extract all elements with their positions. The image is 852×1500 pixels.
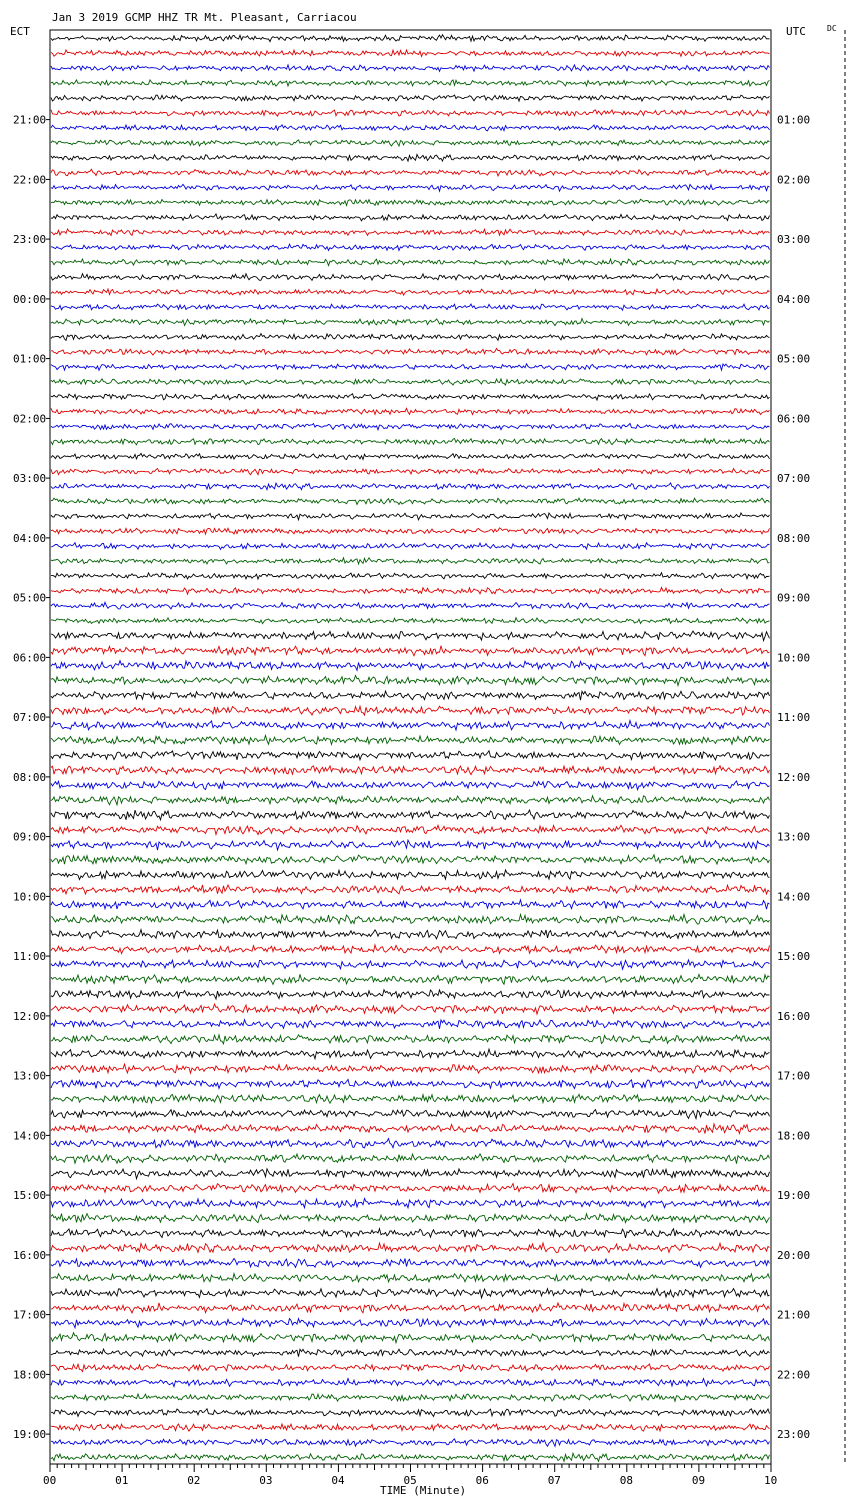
left-hour-label: 09:00 [13, 830, 47, 844]
seismic-trace [51, 1020, 770, 1029]
seismic-trace [51, 1409, 770, 1417]
left-hour-label: 23:00 [13, 233, 47, 247]
right-hour-label: 16:00 [777, 1009, 811, 1023]
seismic-trace [51, 646, 770, 656]
seismic-trace [51, 334, 770, 341]
seismic-trace [51, 1379, 770, 1387]
seismic-trace [51, 304, 770, 310]
right-hour-label: 15:00 [777, 950, 811, 964]
right-hour-label: 07:00 [777, 472, 811, 486]
x-tick-label: 03 [259, 1474, 273, 1487]
seismic-trace [51, 348, 770, 355]
seismic-trace [51, 1110, 770, 1119]
seismic-trace [51, 80, 770, 86]
seismic-trace [51, 602, 770, 609]
seismic-trace [51, 259, 770, 266]
seismic-trace [51, 498, 770, 504]
left-hour-label: 19:00 [13, 1428, 47, 1442]
x-tick-label: 10 [764, 1474, 778, 1487]
x-tick-label: 00 [43, 1474, 57, 1487]
right-hour-label: 06:00 [777, 412, 811, 426]
seismic-trace [51, 840, 770, 850]
left-hour-label: 13:00 [13, 1069, 47, 1083]
left-hour-label: 11:00 [13, 950, 47, 964]
seismic-trace [51, 424, 770, 430]
seismic-trace [51, 706, 770, 715]
left-zone-label: ECT [10, 25, 30, 38]
seismic-trace [51, 631, 770, 641]
left-hour-label: 17:00 [13, 1308, 47, 1322]
seismic-trace [51, 528, 770, 534]
right-hour-label: 14:00 [777, 890, 811, 904]
seismic-trace [51, 1199, 770, 1208]
seismic-trace [51, 65, 770, 71]
seismic-trace [51, 1394, 770, 1401]
seismic-trace [51, 274, 770, 281]
seismic-trace [51, 825, 770, 834]
right-hour-label: 05:00 [777, 352, 811, 366]
seismic-trace [51, 573, 770, 579]
seismic-trace [51, 1274, 770, 1282]
seismic-trace [51, 810, 770, 820]
right-hour-label: 09:00 [777, 591, 811, 605]
seismic-trace [51, 1184, 770, 1194]
x-tick-label: 05 [403, 1474, 417, 1487]
seismic-trace [51, 1049, 770, 1059]
right-hour-label: 03:00 [777, 233, 811, 247]
left-hour-label: 02:00 [13, 412, 47, 426]
left-hour-label: 22:00 [13, 173, 47, 187]
seismic-trace [51, 1424, 770, 1431]
right-hour-label: 08:00 [777, 531, 811, 545]
right-hour-label: 12:00 [777, 770, 811, 784]
seismic-trace [51, 974, 770, 984]
left-hour-labels [13, 114, 50, 1442]
right-hour-label: 20:00 [777, 1248, 811, 1262]
right-hour-label: 01:00 [777, 113, 811, 127]
seismic-trace [51, 900, 770, 909]
right-hour-label: 04:00 [777, 292, 811, 306]
left-hour-label: 06:00 [13, 651, 47, 665]
seismic-trace [51, 558, 770, 564]
seismic-trace [51, 1364, 770, 1372]
seismic-trace [51, 1035, 770, 1044]
seismic-trace [51, 1154, 770, 1164]
left-hour-label: 14:00 [13, 1129, 47, 1143]
seismic-trace [51, 676, 770, 686]
seismic-trace [51, 214, 770, 221]
x-axis-label: TIME (Minute) [380, 1484, 467, 1497]
right-hour-label: 22:00 [777, 1368, 811, 1382]
seismic-trace [51, 1318, 770, 1327]
seismic-trace [51, 721, 770, 731]
seismic-trace [51, 1064, 770, 1073]
x-tick-label: 08 [619, 1474, 634, 1487]
seismic-trace [51, 1004, 770, 1014]
seismic-trace [51, 661, 770, 671]
right-zone-label: UTC [786, 25, 806, 38]
seismic-trace [51, 751, 770, 760]
seismic-trace [51, 1303, 770, 1313]
seismic-trace [51, 1214, 770, 1223]
seismic-trace [51, 885, 770, 894]
seismic-trace [51, 870, 770, 880]
seismic-trace [51, 289, 770, 295]
right-hour-label: 17:00 [777, 1069, 811, 1083]
left-hour-label: 18:00 [13, 1368, 47, 1382]
x-tick-label: 06 [475, 1474, 489, 1487]
seismic-trace [51, 394, 770, 400]
right-hour-labels [777, 114, 810, 1442]
seismic-trace [51, 1349, 770, 1357]
x-tick-label: 01 [115, 1474, 129, 1487]
seismic-trace [51, 95, 770, 101]
left-hour-label: 03:00 [13, 472, 47, 486]
trace-group [51, 35, 770, 1462]
seismic-trace [51, 125, 770, 131]
seismic-trace [51, 1453, 770, 1461]
x-tick-label: 02 [187, 1474, 201, 1487]
seismic-trace [51, 543, 770, 550]
seismic-trace [51, 914, 770, 924]
seismic-trace [51, 691, 770, 700]
seismic-trace [51, 618, 770, 624]
seismic-trace [51, 1169, 770, 1179]
dc-label: DC [827, 24, 837, 33]
x-tick-label: 09 [691, 1474, 706, 1487]
seismic-trace [51, 960, 770, 970]
seismic-trace [51, 945, 770, 954]
x-tick-label: 04 [331, 1474, 345, 1487]
left-hour-label: 16:00 [13, 1248, 47, 1262]
seismic-trace [51, 439, 770, 445]
seismic-trace [51, 930, 770, 939]
seismic-trace [51, 469, 770, 475]
seismic-trace [51, 199, 770, 205]
right-hour-label: 11:00 [777, 711, 811, 725]
seismic-trace [51, 453, 770, 459]
left-hour-label: 12:00 [13, 1009, 47, 1023]
seismic-trace [51, 110, 770, 116]
seismic-trace [51, 229, 770, 236]
left-hour-label: 01:00 [13, 352, 47, 366]
seismic-trace [51, 35, 770, 42]
seismic-trace [51, 169, 770, 176]
seismic-trace [51, 1139, 770, 1148]
right-hour-label: 10:00 [777, 651, 811, 665]
seismic-trace [51, 483, 770, 490]
right-hour-label: 21:00 [777, 1308, 811, 1322]
left-hour-label: 07:00 [13, 711, 47, 725]
seismic-trace [51, 855, 770, 864]
seismic-trace [51, 766, 770, 775]
seismic-trace [51, 408, 770, 414]
seismic-trace [51, 781, 770, 790]
left-hour-label: 00:00 [13, 292, 47, 306]
left-hour-label: 15:00 [13, 1189, 47, 1203]
seismic-trace [51, 1079, 770, 1088]
seismic-trace [51, 1439, 770, 1446]
seismic-trace [51, 319, 770, 326]
seismic-trace [51, 184, 770, 191]
seismic-trace [51, 736, 770, 745]
seismic-trace [51, 1288, 770, 1297]
seismic-trace [51, 1094, 770, 1103]
seismic-trace [51, 990, 770, 999]
seismic-trace [51, 379, 770, 385]
seismic-trace [51, 1243, 770, 1253]
left-hour-label: 04:00 [13, 531, 47, 545]
seismic-trace [51, 154, 770, 161]
right-hour-label: 19:00 [777, 1189, 811, 1203]
x-tick-label: 07 [547, 1474, 561, 1487]
right-hour-label: 18:00 [777, 1129, 811, 1143]
seismic-trace [51, 50, 770, 57]
seismic-trace [51, 1124, 770, 1134]
seismic-trace [51, 1259, 770, 1268]
chart-title: Jan 3 2019 GCMP HHZ TR Mt. Pleasant, Carriacou [52, 11, 357, 24]
seismic-trace [51, 1229, 770, 1238]
right-hour-label: 02:00 [777, 173, 811, 187]
left-hour-label: 05:00 [13, 591, 47, 605]
right-hour-label: 13:00 [777, 830, 811, 844]
seismic-trace [51, 244, 770, 250]
seismic-trace [51, 587, 770, 594]
left-hour-label: 10:00 [13, 890, 47, 904]
seismic-trace [51, 513, 770, 520]
seismic-trace [51, 364, 770, 371]
left-hour-label: 21:00 [13, 113, 47, 127]
right-hour-label: 23:00 [777, 1428, 811, 1442]
seismic-trace [51, 796, 770, 805]
seismic-trace [51, 140, 770, 146]
seismic-trace [51, 1333, 770, 1343]
left-hour-label: 08:00 [13, 770, 47, 784]
